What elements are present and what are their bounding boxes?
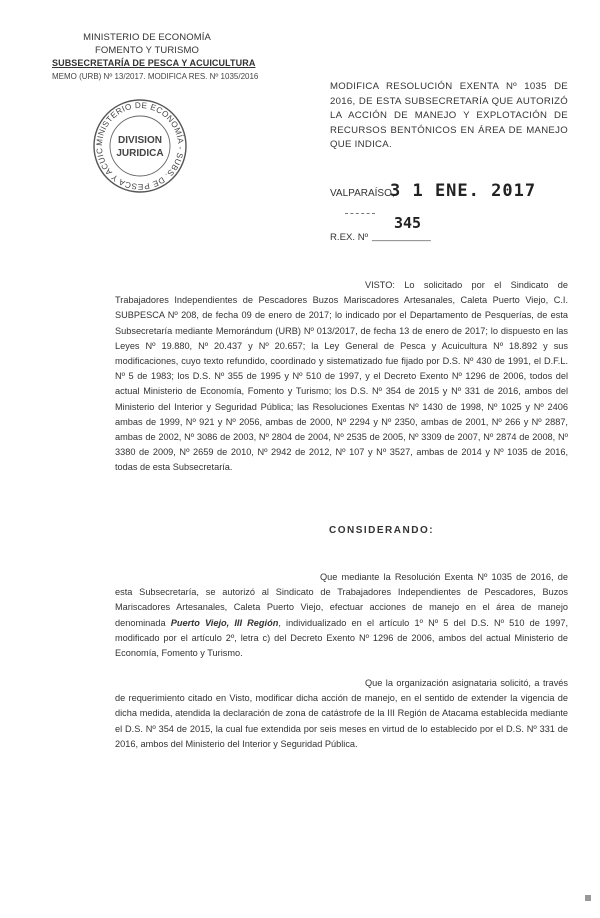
resolution-blank: ___________ bbox=[372, 231, 431, 242]
division-juridica-stamp bbox=[90, 96, 190, 196]
stamp-line-2: JURIDICA bbox=[116, 148, 164, 159]
subsecretaria-title: SUBSECRETARÍA DE PESCA Y ACUICULTURA bbox=[52, 58, 256, 68]
stamp-outer-text: MINISTERIO DE ECONOMÍA - SUBS. DE PESCA Y ACUIC bbox=[94, 100, 186, 192]
scan-dot bbox=[585, 895, 591, 901]
visto-paragraph bbox=[115, 278, 568, 476]
considerando-heading: CONSIDERANDO: bbox=[329, 525, 435, 536]
resolution-number: 345 bbox=[394, 214, 422, 232]
considerando-1-tail: , individualizado en el artículo 1º Nº 5 del D.S. Nº 510 de 1997, modificado por el artículo 2º, letra c) del Decreto Exento Nº 1296 de 2006, ambos del actual Ministerio de Economía, Fomento y Turismo. bbox=[115, 617, 569, 659]
considerando-paragraph-1 bbox=[115, 570, 568, 661]
date-place: VALPARAÍSO, bbox=[330, 188, 395, 199]
ministry-line-2: FOMENTO Y TURISMO bbox=[95, 45, 199, 56]
stamp-line-1: DIVISION bbox=[118, 135, 162, 146]
memo-reference: MEMO (URB) Nº 13/2017. MODIFICA RES. Nº 1035/2016 bbox=[52, 72, 259, 81]
stamped-date: 3 1 ENE. 2017 bbox=[390, 181, 537, 201]
resolution-label: R.EX. Nº bbox=[330, 232, 369, 243]
considerando-1-lead: Que mediante la Resolución Exenta Nº 1035 de 2016, de esta Subsecretaría, se autorizó al Sindicato de Trabajadores Independientes de Pescadores, Buzos Mariscadores Artesanales, Caleta Puerto Viejo, efectuar acciones de manejo en el área de manejo denominada bbox=[115, 572, 568, 628]
signature-mark bbox=[345, 213, 375, 214]
considerando-paragraph-2: Que la organización asignataria solicitó, a través de requerimiento citado en Visto, modificar dicha acción de manejo, en el sentido de extender la vigencia de dicha medida, atendida la declaración de zona de catástrofe de la III Región de Atacama establecida mediante el D.S. Nº 354 de 2015, la cual fue extendida por seis meses en virtud de lo establecido por el D.S. Nº 331 de 2016, ambos del Ministerio del Interior y Seguridad Pública. bbox=[115, 678, 568, 749]
resolution-subject: MODIFICA RESOLUCIÓN EXENTA Nº 1035 DE 2016, DE ESTA SUBSECRETARÍA QUE AUTORIZÓ LA ACCIÓN DE MANEJO Y EXPLOTACIÓN DE RECURSOS BENTÓNICOS EN ÁREA DE MANEJO QUE INDICA. bbox=[330, 81, 568, 151]
ministry-line-1: MINISTERIO DE ECONOMÍA bbox=[83, 32, 211, 43]
visto-lead: VISTO: bbox=[365, 280, 395, 290]
area-name: Puerto Viejo, III Región bbox=[170, 617, 279, 628]
visto-text: Lo solicitado por el Sindicato de Trabajadores Independientes de Pescadores Buzos Mariscadores Artesanales, Caleta Puerto Viejo, C.I. SUBPESCA Nº 208, de fecha 09 de enero de 2017; lo indicado por el Departamento de Pesquerías, de esta Subsecretaría mediante Memorándum (URB) Nº 013/2017, de fecha 13 de enero de 2017; lo dispuesto en las Leyes Nº 19.880, Nº 20.437 y Nº 20.657; la Ley General de Pesca y Acuicultura Nº 18.892 y sus modificaciones, cuyo texto refundido, coordinado y sistematizado fue fijado por D.S. Nº 430 de 1991, el D.F.L. Nº 5 de 1983; los D.S. Nº 355 de 1995 y Nº 510 de 1997, y el Decreto Exento Nº 1296 de 2006, todos del actual Ministerio de Economía, Fomento y Turismo; los D.S. Nº 354 de 2015 y Nº 331 de 2016, ambos del Ministerio del Interior y Seguridad Pública; las Resoluciones Exentas Nº 1430 de 1998, Nº 1025 y Nº 2406 ambas de 1999, Nº 921 y Nº 2056, ambas de 2000, Nº 2294 y Nº 2350, ambas de 2001, Nº 266 y Nº 2887, ambas de 2002, Nº 3086 de 2003, Nº 2804 de 2004, Nº 2535 de 2005, Nº 3309 de 2007, Nº 2874 de 2008, Nº 3380 de 2009, Nº 2659 de 2010, Nº 2942 de 2012, Nº 107 y Nº 3527, ambas de 2014 y Nº 1035 de 2016, todas de esta Subsecretaría. bbox=[115, 280, 568, 473]
